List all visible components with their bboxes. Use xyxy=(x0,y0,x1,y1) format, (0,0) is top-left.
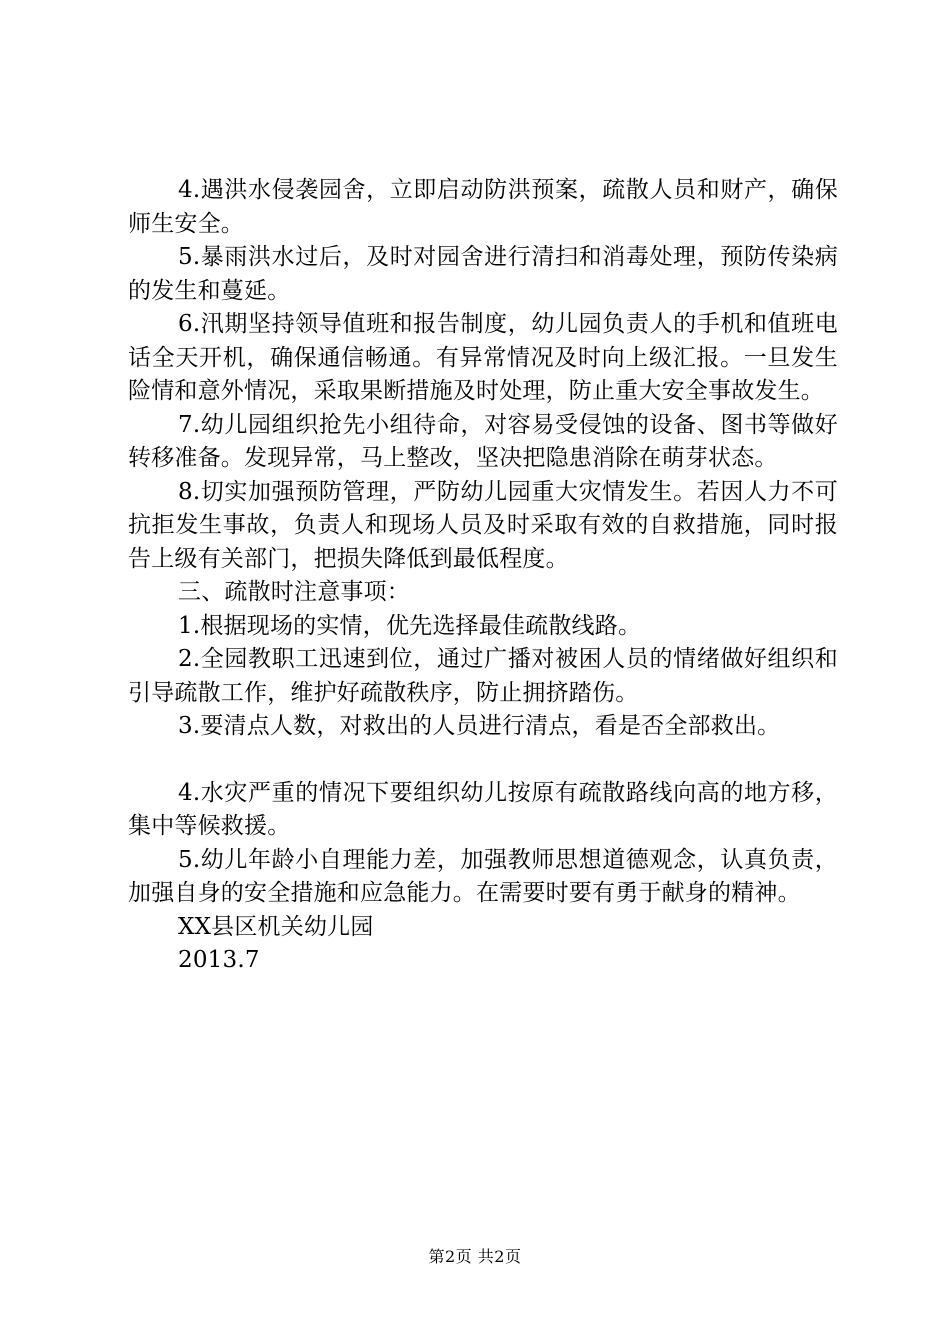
signature-organization: XX县区机关幼儿园 xyxy=(178,913,374,940)
paragraph-post-flood-cleanup: 5.暴雨洪水过后，及时对园舍进行清扫和消毒处理，预防传染病的发生和蔓延。 xyxy=(128,244,838,304)
paragraph-prevention-management: 8.切实加强预防管理，严防幼儿园重大灾情发生。若因人力不可抗拒发生事故，负责人和现场人员及时采取有效的自救措施，同时报告上级有关部门，把损失降低到最低程度。 xyxy=(128,478,838,572)
paragraph-flood-invasion: 4.遇洪水侵袭园舍，立即启动防洪预案，疏散人员和财产，确保师生安全。 xyxy=(128,177,838,237)
paragraph-evacuation-route: 1.根据现场的实情，优先选择最佳疏散线路。 xyxy=(178,612,642,639)
paragraph-headcount: 3.要清点人数，对救出的人员进行清点，看是否全部救出。 xyxy=(178,713,781,739)
page-number-footer: 第2页 共2页 xyxy=(428,1247,522,1266)
paragraph-teacher-responsibility: 5.幼儿年龄小自理能力差，加强教师思想道德观念，认真负责，加强自身的安全措施和应急能力。在需要时要有勇于献身的精神。 xyxy=(128,846,838,906)
signature-date: 2013.7 xyxy=(178,947,260,973)
paragraph-standby-team: 7.幼儿园组织抢先小组待命，对容易受侵蚀的设备、图书等做好转移准备。发现异常，马上整改，坚决把隐患消除在萌芽状态。 xyxy=(128,411,838,471)
paragraph-move-to-high-ground: 4.水灾严重的情况下要组织幼儿按原有疏散路线向高的地方移，集中等候救援。 xyxy=(128,779,838,839)
paragraph-staff-broadcast: 2.全园教职工迅速到位，通过广播对被困人员的情绪做好组织和引导疏散工作，维护好疏散秩序，防止拥挤踏伤。 xyxy=(128,646,838,706)
document-body xyxy=(128,174,838,978)
paragraph-duty-reporting: 6.汛期坚持领导值班和报告制度，幼儿园负责人的手机和值班电话全天开机，确保通信畅通。有异常情况及时向上级汇报。一旦发生险情和意外情况，采取果断措施及时处理，防止重大安全事故发生。 xyxy=(128,311,838,404)
section-heading-evacuation-notes: 三、疏散时注意事项： xyxy=(178,579,410,605)
paragraph-gap xyxy=(128,744,838,777)
